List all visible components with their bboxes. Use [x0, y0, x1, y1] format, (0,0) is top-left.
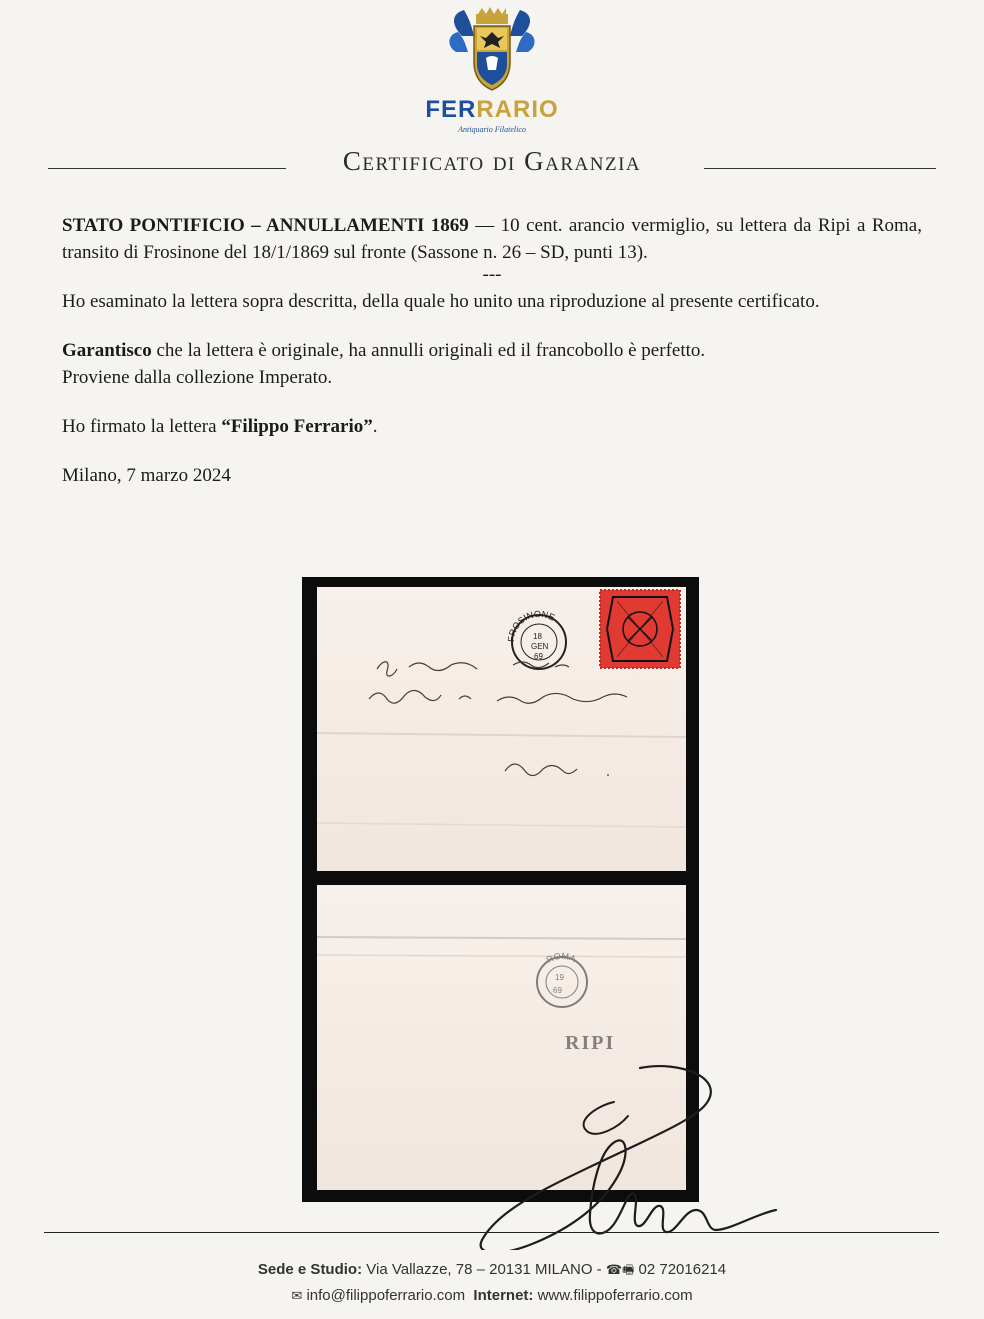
certificate-title-row — [48, 146, 936, 180]
envelope-icon: ✉ — [291, 1288, 303, 1303]
address-value: Via Vallazze, 78 – 20131 MILANO - — [366, 1261, 602, 1278]
examination-statement: Ho esaminato la lettera sopra descritta, della quale ho unito una riproduzione al presente certificato. — [62, 291, 820, 312]
internet-label: Internet: — [473, 1287, 534, 1304]
origin-stamp: RIPI — [565, 1032, 616, 1054]
svg-text:69: 69 — [553, 986, 562, 995]
handwritten-signature — [470, 1060, 850, 1250]
svg-text:19: 19 — [555, 973, 564, 982]
footer-address-line — [0, 1257, 984, 1283]
separator: --- — [482, 264, 502, 285]
svg-text:69: 69 — [534, 652, 543, 661]
certificate-body — [62, 212, 922, 489]
phone-fax-icon: ☎🖷 — [605, 1262, 635, 1277]
brand-tagline: Antiquario Filatelico — [458, 125, 526, 134]
guarantee-statement: Garantisco che la lettera è originale, ha annulli originali ed il francobollo è perfetto. — [62, 340, 706, 361]
phone-number: 02 72016214 — [638, 1261, 727, 1278]
certificate-title: Certificato di Garanzia — [342, 146, 642, 176]
signature-statement: Ho firmato la lettera “Filippo Ferrario”. — [62, 416, 378, 437]
coat-of-arms-icon — [442, 6, 542, 94]
letter-front — [317, 587, 686, 871]
item-details: — 10 cent. arancio vermiglio, su lettera da Ripi a Roma, transito di Frosinone del 18/1/1869 sul fronte (Sassone n. 26 – SD, punti 13). — [62, 215, 922, 263]
item-heading: STATO PONTIFICIO – ANNULLAMENTI 1869 — [62, 215, 469, 236]
address-label: Sede e Studio: — [257, 1261, 363, 1278]
provenance: Proviene dalla collezione Imperato. — [62, 367, 333, 388]
svg-text:ROMA: ROMA — [544, 950, 578, 965]
website-link[interactable]: www.filippoferrario.com — [537, 1287, 693, 1304]
footer-contact-line — [0, 1283, 984, 1309]
title-rule-right — [704, 168, 936, 169]
footer-rule — [44, 1232, 939, 1233]
logo — [0, 6, 984, 134]
brand-name: FERRARIO — [425, 96, 559, 123]
postmark-back — [537, 951, 587, 1007]
signer-name: “Filippo Ferrario” — [221, 416, 373, 437]
item-description — [62, 212, 922, 266]
svg-text:GEN: GEN — [531, 642, 549, 651]
svg-text:FROSINONE: FROSINONE — [505, 608, 557, 643]
place-date: Milano, 7 marzo 2024 — [62, 465, 231, 486]
svg-text:18: 18 — [533, 632, 542, 641]
postmark-front — [506, 609, 566, 669]
email-link[interactable]: info@filippoferrario.com — [306, 1287, 466, 1304]
guarantee-keyword: Garantisco — [62, 340, 152, 361]
footer — [0, 1257, 984, 1309]
postage-stamp — [600, 590, 680, 668]
